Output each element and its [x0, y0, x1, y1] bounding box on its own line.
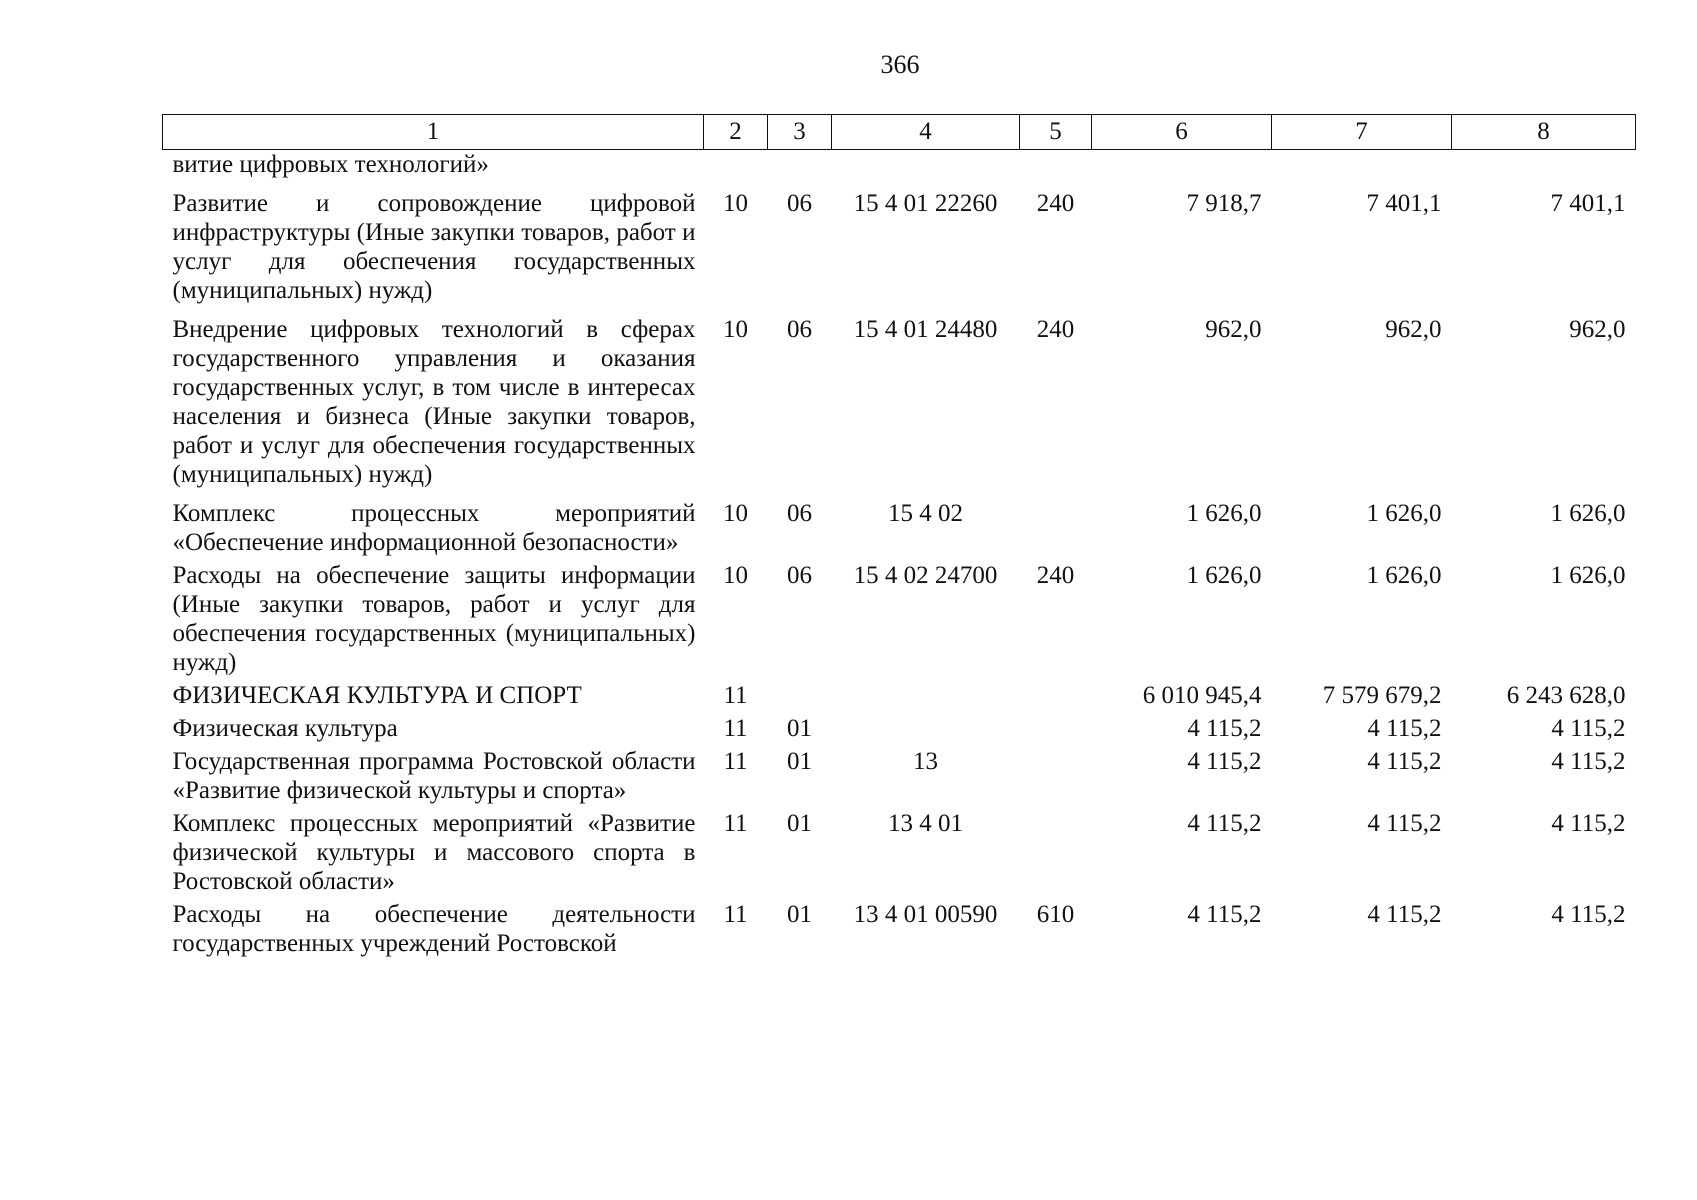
target-article-code: 15 4 01 24480: [853, 316, 998, 343]
table-row: [163, 189, 1636, 315]
amount-col7: 7 401,1: [1366, 190, 1442, 217]
amount-col6: 6 010 945,4: [1142, 682, 1262, 709]
section-code: 11: [723, 682, 748, 709]
row-description: витие цифровых технологий»: [172, 151, 489, 178]
subsection-code: 01: [787, 715, 812, 742]
page-number: 366: [880, 50, 920, 79]
target-article-code: [832, 714, 1020, 747]
amount-col6: 4 115,2: [1187, 748, 1262, 775]
target-article-code: [832, 150, 1020, 190]
table-row: [163, 499, 1636, 561]
amount-col6: 962,0: [1205, 316, 1262, 343]
amount-col7: 1 626,0: [1366, 562, 1442, 589]
expense-type-code: [1020, 747, 1092, 809]
row-description: Комплекс процессных мероприятий «Развитие физической культуры и массового спорта в Ростовской области»: [172, 810, 696, 895]
section-code: 10: [723, 500, 748, 527]
target-article-code: 13 4 01: [888, 810, 963, 837]
target-article-code: 15 4 02: [888, 500, 963, 527]
table-row: [163, 747, 1636, 809]
expense-type-code: 240: [1036, 190, 1075, 217]
amount-col7: 4 115,2: [1367, 810, 1442, 837]
amount-col8: 962,0: [1569, 316, 1626, 343]
column-header: 5: [1020, 115, 1092, 150]
budget-table: [162, 114, 1636, 958]
section-code: 11: [723, 810, 748, 837]
expense-type-code: [1020, 499, 1092, 561]
amount-col8: 4 115,2: [1551, 715, 1626, 742]
amount-col7: 7 579 679,2: [1322, 682, 1442, 709]
column-header: 7: [1272, 115, 1452, 150]
target-article-code: 15 4 01 22260: [853, 190, 998, 217]
row-description: Расходы на обеспечение деятельности государственных учреждений Ростовской: [172, 901, 696, 957]
table-row: [163, 681, 1636, 714]
section-code: [704, 150, 768, 190]
section-code: 10: [723, 190, 748, 217]
amount-col7: 1 626,0: [1366, 500, 1442, 527]
row-description: Физическая культура: [172, 715, 398, 742]
column-header: 4: [832, 115, 1020, 150]
amount-col8: 4 115,2: [1551, 810, 1626, 837]
table-row: [163, 315, 1636, 499]
target-article-code: 13 4 01 00590: [853, 901, 998, 928]
amount-col6: [1092, 150, 1272, 190]
column-header: 8: [1452, 115, 1636, 150]
section-code: 10: [723, 316, 748, 343]
target-article-code: [832, 681, 1020, 714]
amount-col7: 962,0: [1385, 316, 1442, 343]
subsection-code: 06: [787, 316, 812, 343]
expense-type-code: [1020, 681, 1092, 714]
column-header: 2: [704, 115, 768, 150]
row-description: ФИЗИЧЕСКАЯ КУЛЬТУРА И СПОРТ: [172, 682, 582, 709]
table-row: [163, 900, 1636, 958]
amount-col8: 4 115,2: [1551, 901, 1626, 928]
subsection-code: 01: [787, 748, 812, 775]
row-description: Внедрение цифровых технологий в сферах государственного управления и оказания государственных услуг, в том числе в интересах населения и бизнеса (Иные закупки товаров, работ и услуг для обеспечения государственных (муниципальных) нужд): [172, 316, 696, 488]
subsection-code: 01: [787, 901, 812, 928]
expense-type-code: 610: [1036, 901, 1075, 928]
column-header: 1: [163, 115, 704, 150]
subsection-code: [768, 681, 832, 714]
amount-col7: [1272, 150, 1452, 190]
amount-col8: 1 626,0: [1550, 500, 1626, 527]
row-description: Государственная программа Ростовской области «Развитие физической культуры и спорта»: [172, 748, 696, 804]
row-description: Расходы на обеспечение защиты информации (Иные закупки товаров, работ и услуг для обеспечения государственных (муниципальных) нужд): [172, 562, 696, 676]
amount-col6: 4 115,2: [1187, 810, 1262, 837]
amount-col6: 1 626,0: [1186, 562, 1262, 589]
table-row: [163, 561, 1636, 681]
amount-col7: 4 115,2: [1367, 901, 1442, 928]
amount-col8: 4 115,2: [1551, 748, 1626, 775]
expense-type-code: [1020, 809, 1092, 900]
amount-col8: 1 626,0: [1550, 562, 1626, 589]
column-header: 3: [768, 115, 832, 150]
table-row: [163, 809, 1636, 900]
expense-type-code: [1020, 150, 1092, 190]
column-header: 6: [1092, 115, 1272, 150]
amount-col8: 6 243 628,0: [1506, 682, 1626, 709]
subsection-code: 06: [787, 190, 812, 217]
amount-col8: 7 401,1: [1550, 190, 1626, 217]
expense-type-code: 240: [1036, 316, 1075, 343]
amount-col7: 4 115,2: [1367, 748, 1442, 775]
amount-col7: 4 115,2: [1367, 715, 1442, 742]
row-description: Комплекс процессных мероприятий «Обеспечение информационной безопасности»: [172, 500, 696, 556]
amount-col6: 7 918,7: [1186, 190, 1262, 217]
target-article-code: 15 4 02 24700: [853, 562, 998, 589]
expense-type-code: [1020, 714, 1092, 747]
subsection-code: 01: [787, 810, 812, 837]
table-row: [163, 150, 1636, 190]
section-code: 11: [723, 715, 748, 742]
section-code: 11: [723, 901, 748, 928]
subsection-code: 06: [787, 500, 812, 527]
subsection-code: 06: [787, 562, 812, 589]
table-row: [163, 714, 1636, 747]
amount-col8: [1452, 150, 1636, 190]
section-code: 11: [723, 748, 748, 775]
budget-table-container: [162, 114, 1635, 958]
row-description: Развитие и сопровождение цифровой инфраструктуры (Иные закупки товаров, работ и услуг для обеспечения государственных (муниципальных) нужд): [172, 190, 696, 304]
amount-col6: 1 626,0: [1186, 500, 1262, 527]
amount-col6: 4 115,2: [1187, 901, 1262, 928]
amount-col6: 4 115,2: [1187, 715, 1262, 742]
target-article-code: 13: [913, 748, 938, 775]
expense-type-code: 240: [1036, 562, 1075, 589]
subsection-code: [768, 150, 832, 190]
section-code: 10: [723, 562, 748, 589]
table-header-row: [163, 115, 1636, 150]
